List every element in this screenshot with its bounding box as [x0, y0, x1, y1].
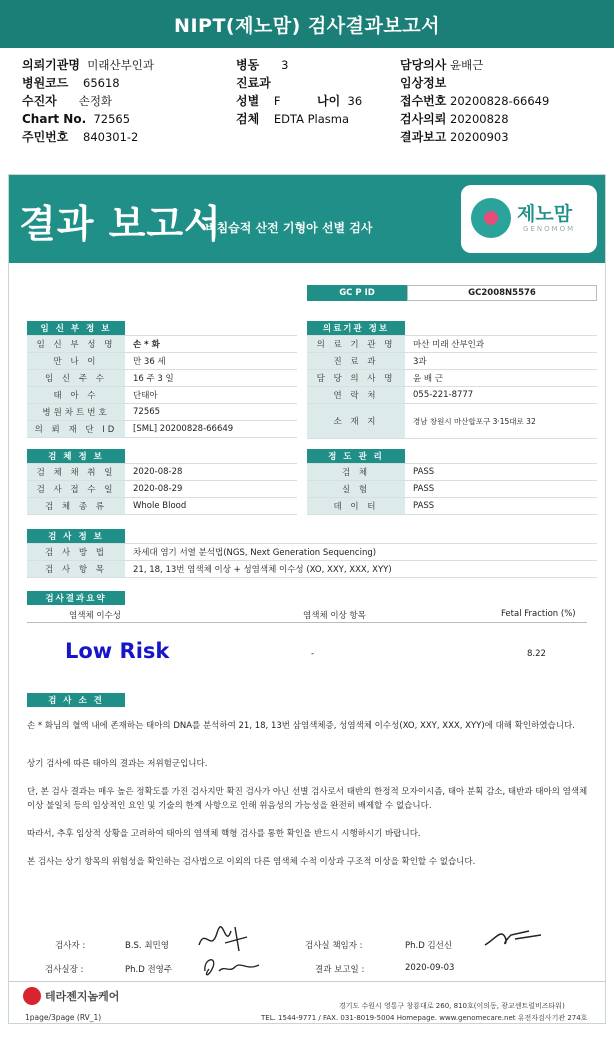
section-specimen-title: 검 체 정 보: [27, 449, 125, 463]
table-row: 검 사 방 법 차세대 염기 서열 분석법(NGS, Next Generation Sequencing): [27, 544, 597, 561]
footer-address: 경기도 수원시 영통구 창룡대로 260, 810호(이의동, 광교센트럴비즈타워): [339, 1002, 565, 1010]
opinion-paragraph: 손 * 화님의 혈액 내에 존재하는 태아의 DNA를 분석하여 21, 18, 13번 삼염색체증, 성염색체 이수성(XO, XXY, XXX, XYY)에 대해 확인하였습니다.: [27, 721, 575, 731]
section-opinion-title: 검 사 소 견: [27, 693, 125, 707]
report-title: 결과 보고서: [19, 202, 222, 246]
table-row: 태 아 수 단태아: [27, 387, 297, 404]
opinion-paragraph: 상기 검사에 따른 태아의 결과는 저위험군입니다.: [27, 759, 208, 769]
report-banner: [9, 175, 605, 263]
header-mid: 병동 3 진료과 성별 F 나이 36 검체 EDTA Plasma: [236, 58, 363, 126]
table-row: 검 체 종 류 Whole Blood: [27, 498, 297, 515]
result-low-risk: Low Risk: [65, 639, 170, 663]
gcp-id-box: GC P ID GC2008N5576: [307, 285, 597, 301]
report-date-label: 결과 보고일 :: [315, 965, 365, 975]
footer-divider: [9, 981, 605, 982]
section-qc-title: 정 도 관 리: [307, 449, 405, 463]
logo-icon: [471, 198, 511, 238]
opinion-paragraph: 본 검사는 상기 항목의 위험성을 확인하는 검사법으로 이외의 다른 염색체 수적 이상과 구조적 이상을 확인할 수 없습니다.: [27, 857, 476, 867]
genomom-logo: 제노맘 GENOMOM: [461, 185, 597, 253]
specimen-table: [27, 463, 297, 515]
qc-table: [307, 463, 597, 515]
section-test-title: 검 사 정 보: [27, 529, 125, 543]
footer-contact: TEL. 1544-9771 / FAX. 031-8019-5004 Homepage. www.genomecare.net 유전자검사기관 274호: [261, 1014, 588, 1022]
fetal-fraction-value: 8.22: [527, 649, 546, 659]
report-page: [8, 174, 606, 1024]
signature-responsible-icon: [481, 923, 547, 953]
table-row: 만 나 이 만 36 세: [27, 353, 297, 370]
responsible-label: 검사실 책임자 :: [305, 941, 363, 951]
table-row: 소 재 지 경남 창원시 마산합포구 3·15대로 32: [307, 404, 597, 439]
table-row: 진 료 과 3과: [307, 353, 597, 370]
hospital-table: [307, 335, 597, 439]
tester-name: B.S. 최민영: [125, 941, 169, 951]
table-row: 담 당 의 사 명 윤 배 근: [307, 370, 597, 387]
table-row: 실 험 PASS: [307, 481, 597, 498]
lab-head-name: Ph.D 전영주: [125, 965, 173, 975]
table-row: 의 뢰 재 단 ID [SML] 20200828-66649: [27, 421, 297, 438]
section-patient-title: 임 신 부 정 보: [27, 321, 125, 335]
table-row: 검 사 항 목 21, 18, 13번 염색체 이상 + 성염색체 이수성 (XO, XXY, XXX, XYY): [27, 561, 597, 578]
header-right: 담당의사 윤배근 임상정보 접수번호 20200828-66649 검사의뢰 20200828 결과보고 20200903: [400, 58, 550, 144]
responsible-name: Ph.D 김선신: [405, 941, 453, 951]
header-left: 의뢰기관명 미래산부인과 병원코드 65618 수진자 손정화 Chart No. 72565 주민번호 840301-2: [22, 58, 154, 144]
report-date-value: 2020-09-03: [405, 963, 455, 973]
opinion-paragraph: 따라서, 추후 임상적 상황을 고려하여 태아의 염색체 핵형 검사를 통한 확인을 반드시 시행하시기 바랍니다.: [27, 829, 421, 839]
table-row: 검 체 PASS: [307, 464, 597, 481]
table-row: 연 락 처 055-221-8777: [307, 387, 597, 404]
table-row: 데 이 터 PASS: [307, 498, 597, 515]
abnormal-value: -: [311, 649, 315, 659]
table-row: 임 신 부 성 명 손 * 화: [27, 336, 297, 353]
report-subtitle: 비침습적 산전 기형아 선별 검사: [205, 221, 373, 235]
company-logo-icon: [23, 987, 41, 1005]
table-row: 의 료 기 관 명 마산 미래 산부인과: [307, 336, 597, 353]
section-summary-title: 검사결과요약: [27, 591, 125, 605]
table-row: 검 체 채 취 일 2020-08-28: [27, 464, 297, 481]
opinion-paragraph: 단, 본 검사 결과는 매우 높은 정확도를 가진 검사지만 확진 검사가 아닌 선별 검사로서 태반의 한정적 모자이시즘, 태아 분획 감소, 태반과 태아의 염색체 이상 불일치 등의 임상적인 요인 및 기술의 한계 사항으로 인해 위음성의 가능성을 완전히 배제할 수 없습니다.: [27, 787, 588, 811]
table-row: 병원차트번호 72565: [27, 404, 297, 421]
test-table: [27, 543, 597, 578]
document-title: NIPT(제노맘) 검사결과보고서: [0, 0, 614, 48]
page-number: 1page/3page (RV_1): [25, 1013, 102, 1022]
table-row: 검 사 접 수 일 2020-08-29: [27, 481, 297, 498]
tester-label: 검사자 :: [55, 941, 86, 951]
company-logo: 테라젠지놈케어: [23, 987, 119, 1005]
lab-head-label: 검사실장 :: [45, 965, 84, 975]
summary-header: 염색체 이수성 염색체 이상 항목 Fetal Fraction (%): [27, 607, 587, 623]
table-row: 임 신 주 수 16 주 3 일: [27, 370, 297, 387]
signature-lab-head-icon: [199, 951, 265, 979]
patient-table: [27, 335, 297, 438]
section-hospital-title: 의료기관 정보: [307, 321, 405, 335]
